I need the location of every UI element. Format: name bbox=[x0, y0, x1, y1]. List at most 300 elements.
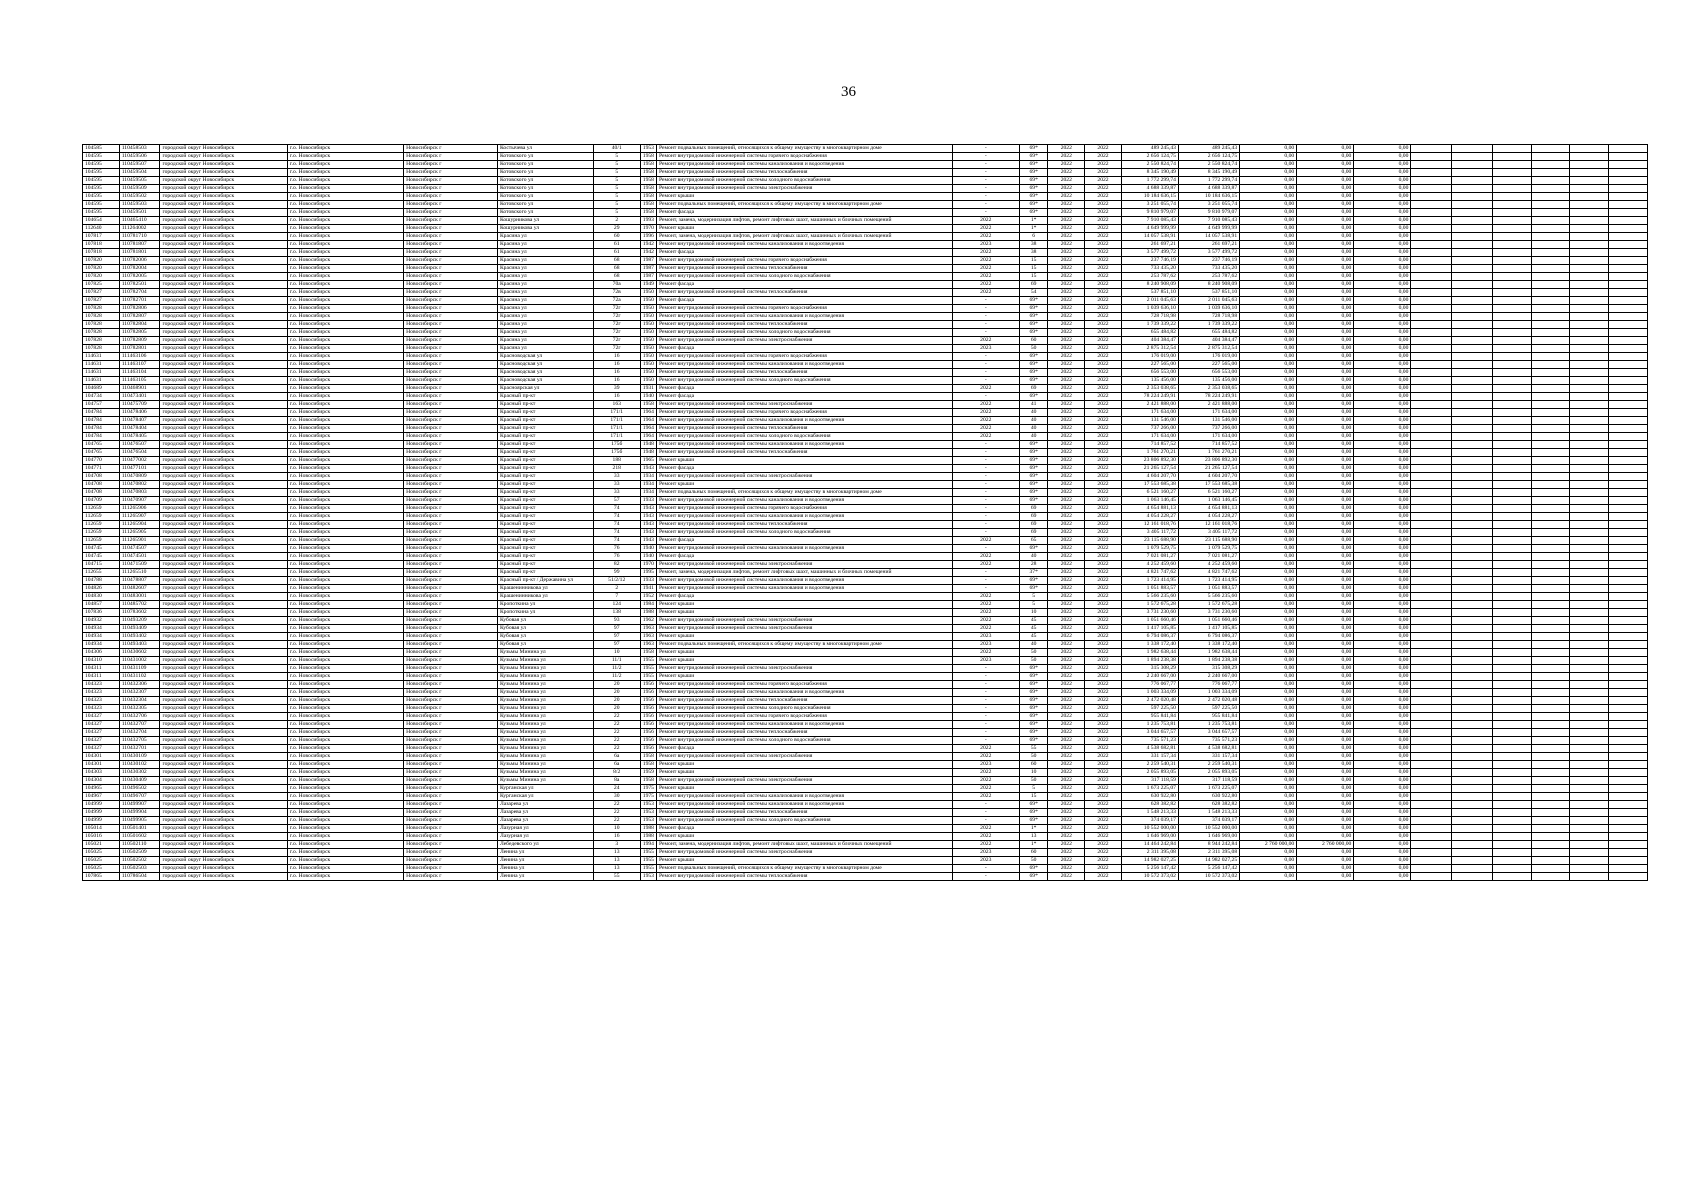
table-cell: Новосибирск г bbox=[404, 193, 498, 201]
table-cell: 1958 bbox=[640, 161, 656, 169]
empty-cell bbox=[1531, 609, 1570, 617]
table-cell: 2022 bbox=[1085, 681, 1122, 689]
table-cell: Кузьмы Минина ул bbox=[497, 673, 593, 681]
table-cell: 2022 bbox=[1085, 721, 1122, 729]
table-cell: 0,00 bbox=[1297, 521, 1354, 529]
table-cell: 2022 bbox=[952, 785, 1019, 793]
table-cell: 2022 bbox=[1085, 825, 1122, 833]
empty-cell bbox=[1492, 273, 1531, 281]
table-cell: 1959 bbox=[640, 769, 656, 777]
table-cell: 107827 bbox=[83, 297, 120, 305]
table-cell: Новосибирск г bbox=[404, 529, 498, 537]
table-cell: 0,00 bbox=[1297, 217, 1354, 225]
table-cell: 0,00 bbox=[1240, 721, 1297, 729]
empty-cell bbox=[1531, 225, 1570, 233]
empty-cell bbox=[1570, 521, 1609, 529]
empty-cell bbox=[1411, 481, 1452, 489]
table-cell: 2022 bbox=[1085, 665, 1122, 673]
table-cell: 1 723 414,95 bbox=[1178, 577, 1239, 585]
table-cell: 72г bbox=[593, 305, 640, 313]
empty-cell bbox=[1411, 209, 1452, 217]
table-cell: 69* bbox=[1019, 145, 1048, 153]
table-cell: Новосибирск г bbox=[404, 801, 498, 809]
empty-cell bbox=[1492, 497, 1531, 505]
table-cell: 2022 bbox=[1048, 649, 1085, 657]
table-cell: Новосибирск г bbox=[404, 281, 498, 289]
empty-cell bbox=[1492, 513, 1531, 521]
table-row bbox=[83, 209, 1648, 217]
table-cell: Ремонт внутридомовой инженерной системы канализования и водоотведения bbox=[656, 545, 952, 553]
table-cell: 10 552 000,00 bbox=[1121, 825, 1178, 833]
table-cell: городской округ Новосибирск bbox=[160, 809, 287, 817]
table-cell: 110493209 bbox=[119, 617, 160, 625]
table-cell: 14 057 538,91 bbox=[1121, 233, 1178, 241]
empty-cell bbox=[1452, 185, 1493, 193]
empty-cell bbox=[1452, 673, 1493, 681]
table-cell: 2 055 893,05 bbox=[1121, 769, 1178, 777]
table-cell: - bbox=[952, 721, 1019, 729]
table-cell: 0,00 bbox=[1240, 873, 1297, 881]
table-row bbox=[83, 249, 1648, 257]
table-cell: городской округ Новосибирск bbox=[160, 169, 287, 177]
table-cell: Новосибирск г bbox=[404, 273, 498, 281]
table-cell: городской округ Новосибирск bbox=[160, 841, 287, 849]
table-cell: Котовского ул bbox=[497, 193, 593, 201]
table-cell: Новосибирск г bbox=[404, 673, 498, 681]
table-cell: 76 bbox=[593, 545, 640, 553]
empty-cell bbox=[1492, 441, 1531, 449]
table-cell: 110496502 bbox=[119, 785, 160, 793]
table-cell: 17 553 685,38 bbox=[1178, 481, 1239, 489]
table-cell: 0,00 bbox=[1354, 425, 1411, 433]
table-cell: Лазарева ул bbox=[497, 817, 593, 825]
empty-cell bbox=[1570, 657, 1609, 665]
empty-cell bbox=[1531, 337, 1570, 345]
empty-cell bbox=[1609, 289, 1648, 297]
table-cell: 110432306 bbox=[119, 681, 160, 689]
empty-cell bbox=[1570, 617, 1609, 625]
table-cell: Новосибирск г bbox=[404, 377, 498, 385]
table-cell: 1996 bbox=[640, 233, 656, 241]
table-cell: 50 bbox=[1019, 857, 1048, 865]
table-cell: Ленина ул bbox=[497, 849, 593, 857]
table-cell: 104708 bbox=[83, 489, 120, 497]
empty-cell bbox=[1609, 145, 1648, 153]
table-cell: 107818 bbox=[83, 249, 120, 257]
table-cell: 2022 bbox=[1085, 745, 1122, 753]
table-cell: 2022 bbox=[1048, 585, 1085, 593]
table-cell: 0,00 bbox=[1297, 505, 1354, 513]
empty-cell bbox=[1570, 841, 1609, 849]
table-cell: 1934 bbox=[640, 481, 656, 489]
table-cell: Новосибирск г bbox=[404, 209, 498, 217]
table-cell: 107817 bbox=[83, 233, 120, 241]
empty-cell bbox=[1570, 505, 1609, 513]
empty-cell bbox=[1531, 409, 1570, 417]
table-cell: 22 bbox=[593, 745, 640, 753]
table-cell: г.о. Новосибирск bbox=[287, 873, 403, 881]
table-cell: 2022 bbox=[1048, 681, 1085, 689]
empty-cell bbox=[1609, 809, 1648, 817]
table-cell: 0,00 bbox=[1354, 593, 1411, 601]
empty-cell bbox=[1570, 145, 1609, 153]
empty-cell bbox=[1452, 457, 1493, 465]
table-cell: 14 982 027,25 bbox=[1178, 857, 1239, 865]
empty-cell bbox=[1411, 489, 1452, 497]
table-row bbox=[83, 745, 1648, 753]
table-cell: 107865 bbox=[83, 873, 120, 881]
table-cell: 0,00 bbox=[1354, 561, 1411, 569]
table-cell: Новосибирск г bbox=[404, 793, 498, 801]
table-cell: 0,00 bbox=[1240, 865, 1297, 873]
table-row bbox=[83, 489, 1648, 497]
empty-cell bbox=[1411, 345, 1452, 353]
table-cell: 104857 bbox=[83, 601, 120, 609]
table-cell: 111463106 bbox=[119, 353, 160, 361]
table-cell: 2022 bbox=[1085, 833, 1122, 841]
table-cell: 0,00 bbox=[1354, 297, 1411, 305]
empty-cell bbox=[1452, 577, 1493, 585]
empty-cell bbox=[1570, 457, 1609, 465]
table-cell: 0,00 bbox=[1354, 833, 1411, 841]
table-cell: 0,00 bbox=[1297, 185, 1354, 193]
table-row bbox=[83, 801, 1648, 809]
empty-cell bbox=[1609, 161, 1648, 169]
table-cell: 0,00 bbox=[1354, 313, 1411, 321]
empty-cell bbox=[1411, 625, 1452, 633]
table-cell: Новосибирск г bbox=[404, 441, 498, 449]
table-cell: 2022 bbox=[1085, 409, 1122, 417]
table-row bbox=[83, 809, 1648, 817]
table-cell: 0,00 bbox=[1354, 857, 1411, 865]
table-cell: 1 051 660,46 bbox=[1178, 617, 1239, 625]
empty-cell bbox=[1531, 585, 1570, 593]
empty-cell bbox=[1452, 497, 1493, 505]
table-cell: 0,00 bbox=[1297, 209, 1354, 217]
table-cell: 2022 bbox=[1048, 441, 1085, 449]
table-cell: 0,00 bbox=[1297, 825, 1354, 833]
table-cell: 374 039,17 bbox=[1121, 817, 1178, 825]
table-cell: - bbox=[952, 697, 1019, 705]
table-cell: 2022 bbox=[1048, 609, 1085, 617]
table-cell: 0,00 bbox=[1240, 521, 1297, 529]
table-cell: г.о. Новосибирск bbox=[287, 417, 403, 425]
table-cell: 0,00 bbox=[1240, 801, 1297, 809]
table-cell: 111265510 bbox=[119, 569, 160, 577]
table-cell: 50 bbox=[1019, 753, 1048, 761]
empty-cell bbox=[1609, 665, 1648, 673]
table-cell: 104327 bbox=[83, 737, 120, 745]
table-cell: 110782809 bbox=[119, 337, 160, 345]
table-cell: 0,00 bbox=[1354, 441, 1411, 449]
table-cell: 2022 bbox=[1085, 297, 1122, 305]
table-cell: 2022 bbox=[1085, 513, 1122, 521]
table-cell: 1 079 529,75 bbox=[1178, 545, 1239, 553]
empty-cell bbox=[1492, 449, 1531, 457]
empty-cell bbox=[1411, 689, 1452, 697]
table-cell: г.о. Новосибирск bbox=[287, 377, 403, 385]
table-cell: 110499905 bbox=[119, 817, 160, 825]
table-cell: 2022 bbox=[1048, 857, 1085, 865]
table-cell: 0,00 bbox=[1354, 777, 1411, 785]
empty-cell bbox=[1411, 497, 1452, 505]
table-cell: 1942 bbox=[640, 249, 656, 257]
table-cell: 14 057 538,91 bbox=[1178, 233, 1239, 241]
table-cell: 0,00 bbox=[1297, 273, 1354, 281]
table-cell: Новосибирск г bbox=[404, 753, 498, 761]
table-cell: 0,00 bbox=[1297, 769, 1354, 777]
table-cell: 0,00 bbox=[1354, 169, 1411, 177]
table-cell: 10 184 636,15 bbox=[1178, 193, 1239, 201]
empty-cell bbox=[1492, 721, 1531, 729]
table-cell: 404 384,47 bbox=[1178, 337, 1239, 345]
table-cell: 135 456,00 bbox=[1121, 377, 1178, 385]
table-cell: 0,00 bbox=[1240, 753, 1297, 761]
empty-cell bbox=[1570, 177, 1609, 185]
table-cell: городской округ Новосибирск bbox=[160, 489, 287, 497]
table-cell: 5 bbox=[593, 153, 640, 161]
table-cell: Кубовая ул bbox=[497, 641, 593, 649]
table-cell: 1 051 660,46 bbox=[1121, 617, 1178, 625]
table-cell: городской округ Новосибирск bbox=[160, 393, 287, 401]
empty-cell bbox=[1609, 617, 1648, 625]
empty-cell bbox=[1570, 241, 1609, 249]
table-cell: 6 794 086,37 bbox=[1121, 633, 1178, 641]
table-row bbox=[83, 873, 1648, 881]
table-cell: 0,00 bbox=[1297, 817, 1354, 825]
table-cell: 0,00 bbox=[1240, 737, 1297, 745]
table-cell: Новосибирск г bbox=[404, 457, 498, 465]
empty-cell bbox=[1570, 185, 1609, 193]
table-cell: 1 894 238,38 bbox=[1178, 657, 1239, 665]
table-cell: 104967 bbox=[83, 793, 120, 801]
table-cell: 107825 bbox=[83, 281, 120, 289]
table-cell: 69* bbox=[1019, 161, 1048, 169]
table-cell: 2022 bbox=[1048, 473, 1085, 481]
table-cell: 2 472 020,48 bbox=[1121, 697, 1178, 705]
table-cell: 0,00 bbox=[1240, 825, 1297, 833]
empty-cell bbox=[1609, 489, 1648, 497]
table-cell: 1943 bbox=[640, 529, 656, 537]
table-cell: 110432305 bbox=[119, 705, 160, 713]
table-cell: 0,00 bbox=[1297, 609, 1354, 617]
empty-cell bbox=[1531, 305, 1570, 313]
empty-cell bbox=[1531, 473, 1570, 481]
table-cell: 0,00 bbox=[1354, 825, 1411, 833]
table-cell: 0,00 bbox=[1240, 361, 1297, 369]
empty-cell bbox=[1531, 273, 1570, 281]
table-cell: 2 550 824,74 bbox=[1121, 161, 1178, 169]
table-cell: 107820 bbox=[83, 257, 120, 265]
table-cell: 2022 bbox=[1048, 721, 1085, 729]
empty-cell bbox=[1411, 265, 1452, 273]
empty-cell bbox=[1609, 473, 1648, 481]
table-cell: Ремонт фасада bbox=[656, 745, 952, 753]
table-cell: 171 634,00 bbox=[1178, 409, 1239, 417]
table-cell: 0,00 bbox=[1297, 161, 1354, 169]
table-cell: 2023 bbox=[952, 849, 1019, 857]
table-cell: городской округ Новосибирск bbox=[160, 209, 287, 217]
table-cell: 104734 bbox=[83, 393, 120, 401]
table-cell: 0,00 bbox=[1354, 385, 1411, 393]
table-cell: 110459507 bbox=[119, 161, 160, 169]
table-cell: 1994 bbox=[640, 841, 656, 849]
table-cell: 33 bbox=[593, 473, 640, 481]
table-cell: Кубовая ул bbox=[497, 617, 593, 625]
table-cell: 69* bbox=[1019, 393, 1048, 401]
table-cell: 1963 bbox=[640, 633, 656, 641]
table-cell: 105025 bbox=[83, 865, 120, 873]
table-cell: городской округ Новосибирск bbox=[160, 241, 287, 249]
table-cell: 110782806 bbox=[119, 305, 160, 313]
table-cell: Ремонт внутридомовой инженерной системы холодного водоснабжения bbox=[656, 329, 952, 337]
table-cell: Ремонт внутридомовой инженерной системы канализования и водоотведения bbox=[656, 361, 952, 369]
table-cell: Ремонт внутридомовой инженерной системы канализования и водоотведения bbox=[656, 577, 952, 585]
table-cell: 29 bbox=[593, 225, 640, 233]
table-row bbox=[83, 153, 1648, 161]
table-cell: 2022 bbox=[1048, 505, 1085, 513]
table-cell: Новосибирск г bbox=[404, 489, 498, 497]
empty-cell bbox=[1570, 497, 1609, 505]
empty-cell bbox=[1452, 753, 1493, 761]
empty-cell bbox=[1411, 857, 1452, 865]
table-cell: 331 157,34 bbox=[1121, 753, 1178, 761]
table-cell: 1955 bbox=[640, 857, 656, 865]
table-cell: 0,00 bbox=[1354, 185, 1411, 193]
table-cell: Новосибирск г bbox=[404, 601, 498, 609]
empty-cell bbox=[1411, 769, 1452, 777]
table-row bbox=[83, 297, 1648, 305]
table-cell: 2 353 038,65 bbox=[1178, 385, 1239, 393]
table-cell: Ремонт подвальных помещений, относящихся к общему имуществу в многоквартирном доме bbox=[656, 489, 952, 497]
table-cell: 0,00 bbox=[1354, 409, 1411, 417]
table-cell: Ремонт внутридомовой инженерной системы электроснабжения bbox=[656, 401, 952, 409]
table-cell: Кузьмы Минина ул bbox=[497, 777, 593, 785]
empty-cell bbox=[1452, 857, 1493, 865]
table-cell: Ремонт крыши bbox=[656, 457, 952, 465]
table-cell: 2022 bbox=[1048, 353, 1085, 361]
table-cell: - bbox=[952, 209, 1019, 217]
empty-cell bbox=[1452, 641, 1493, 649]
table-row bbox=[83, 321, 1648, 329]
table-cell: 0,00 bbox=[1354, 601, 1411, 609]
table-cell: 1956 bbox=[640, 745, 656, 753]
empty-cell bbox=[1531, 153, 1570, 161]
table-cell: 40 bbox=[1019, 425, 1048, 433]
table-cell: 107827 bbox=[83, 289, 120, 297]
table-cell: - bbox=[952, 473, 1019, 481]
empty-cell bbox=[1570, 585, 1609, 593]
table-cell: 2022 bbox=[952, 409, 1019, 417]
empty-cell bbox=[1452, 649, 1493, 657]
table-cell: городской округ Новосибирск bbox=[160, 785, 287, 793]
table-cell: 1953 bbox=[640, 145, 656, 153]
empty-cell bbox=[1570, 337, 1609, 345]
table-row bbox=[83, 409, 1648, 417]
table-cell: 110470803 bbox=[119, 489, 160, 497]
table-cell: 2022 bbox=[1085, 313, 1122, 321]
table-cell: Новосибирск г bbox=[404, 305, 498, 313]
table-cell: городской округ Новосибирск bbox=[160, 849, 287, 857]
table-cell: - bbox=[952, 801, 1019, 809]
empty-cell bbox=[1452, 177, 1493, 185]
table-cell: 2022 bbox=[1048, 209, 1085, 217]
table-cell: 0,00 bbox=[1354, 665, 1411, 673]
empty-cell bbox=[1609, 857, 1648, 865]
table-cell: 22 bbox=[593, 729, 640, 737]
table-cell: Новосибирск г bbox=[404, 449, 498, 457]
table-cell: 111463104 bbox=[119, 369, 160, 377]
table-cell: 0,00 bbox=[1354, 177, 1411, 185]
empty-cell bbox=[1492, 641, 1531, 649]
empty-cell bbox=[1570, 225, 1609, 233]
table-cell: 597 225,50 bbox=[1121, 705, 1178, 713]
empty-cell bbox=[1452, 593, 1493, 601]
table-cell: Новосибирск г bbox=[404, 617, 498, 625]
table-cell: 0,00 bbox=[1354, 545, 1411, 553]
table-cell: 104323 bbox=[83, 689, 120, 697]
table-cell: 20 bbox=[593, 681, 640, 689]
table-cell: 111463107 bbox=[119, 361, 160, 369]
table-cell: 107818 bbox=[83, 241, 120, 249]
table-cell: городской округ Новосибирск bbox=[160, 529, 287, 537]
table-cell: Ремонт крыши bbox=[656, 633, 952, 641]
table-cell: 1956 bbox=[640, 729, 656, 737]
table-cell: 110485702 bbox=[119, 601, 160, 609]
table-row bbox=[83, 793, 1648, 801]
empty-cell bbox=[1411, 257, 1452, 265]
table-cell: Ремонт внутридомовой инженерной системы теплоснабжения bbox=[656, 449, 952, 457]
table-cell: 104784 bbox=[83, 417, 120, 425]
table-cell: 104784 bbox=[83, 409, 120, 417]
table-cell: 1984 bbox=[640, 601, 656, 609]
table-cell: Ремонт фасада bbox=[656, 345, 952, 353]
table-cell: 1958 bbox=[640, 777, 656, 785]
empty-cell bbox=[1411, 425, 1452, 433]
table-cell: 17 553 685,38 bbox=[1121, 481, 1178, 489]
table-cell: 0,00 bbox=[1297, 601, 1354, 609]
table-cell: городской округ Новосибирск bbox=[160, 329, 287, 337]
table-cell: 2023 bbox=[952, 241, 1019, 249]
table-cell: Новосибирск г bbox=[404, 633, 498, 641]
table-cell: Красный пр-кт bbox=[497, 569, 593, 577]
table-cell: 110478407 bbox=[119, 417, 160, 425]
table-row bbox=[83, 417, 1648, 425]
empty-cell bbox=[1492, 689, 1531, 697]
empty-cell bbox=[1609, 825, 1648, 833]
table-cell: 0,00 bbox=[1297, 553, 1354, 561]
table-cell: Ремонт внутридомовой инженерной системы холодного водоснабжения bbox=[656, 273, 952, 281]
empty-cell bbox=[1411, 537, 1452, 545]
empty-cell bbox=[1452, 329, 1493, 337]
table-cell: - bbox=[952, 681, 1019, 689]
table-cell: Новосибирск г bbox=[404, 625, 498, 633]
table-cell: 2022 bbox=[1085, 673, 1122, 681]
empty-cell bbox=[1570, 705, 1609, 713]
empty-cell bbox=[1570, 161, 1609, 169]
table-cell: 112659 bbox=[83, 505, 120, 513]
table-cell: 97 bbox=[593, 641, 640, 649]
table-cell: 0,00 bbox=[1354, 609, 1411, 617]
table-cell: - bbox=[952, 729, 1019, 737]
table-cell: Красный пр-кт bbox=[497, 561, 593, 569]
table-cell: 2022 bbox=[1048, 641, 1085, 649]
empty-cell bbox=[1609, 849, 1648, 857]
table-cell: 227 565,00 bbox=[1121, 361, 1178, 369]
empty-cell bbox=[1570, 753, 1609, 761]
table-cell: 735 571,23 bbox=[1121, 737, 1178, 745]
table-cell: 0,00 bbox=[1297, 833, 1354, 841]
